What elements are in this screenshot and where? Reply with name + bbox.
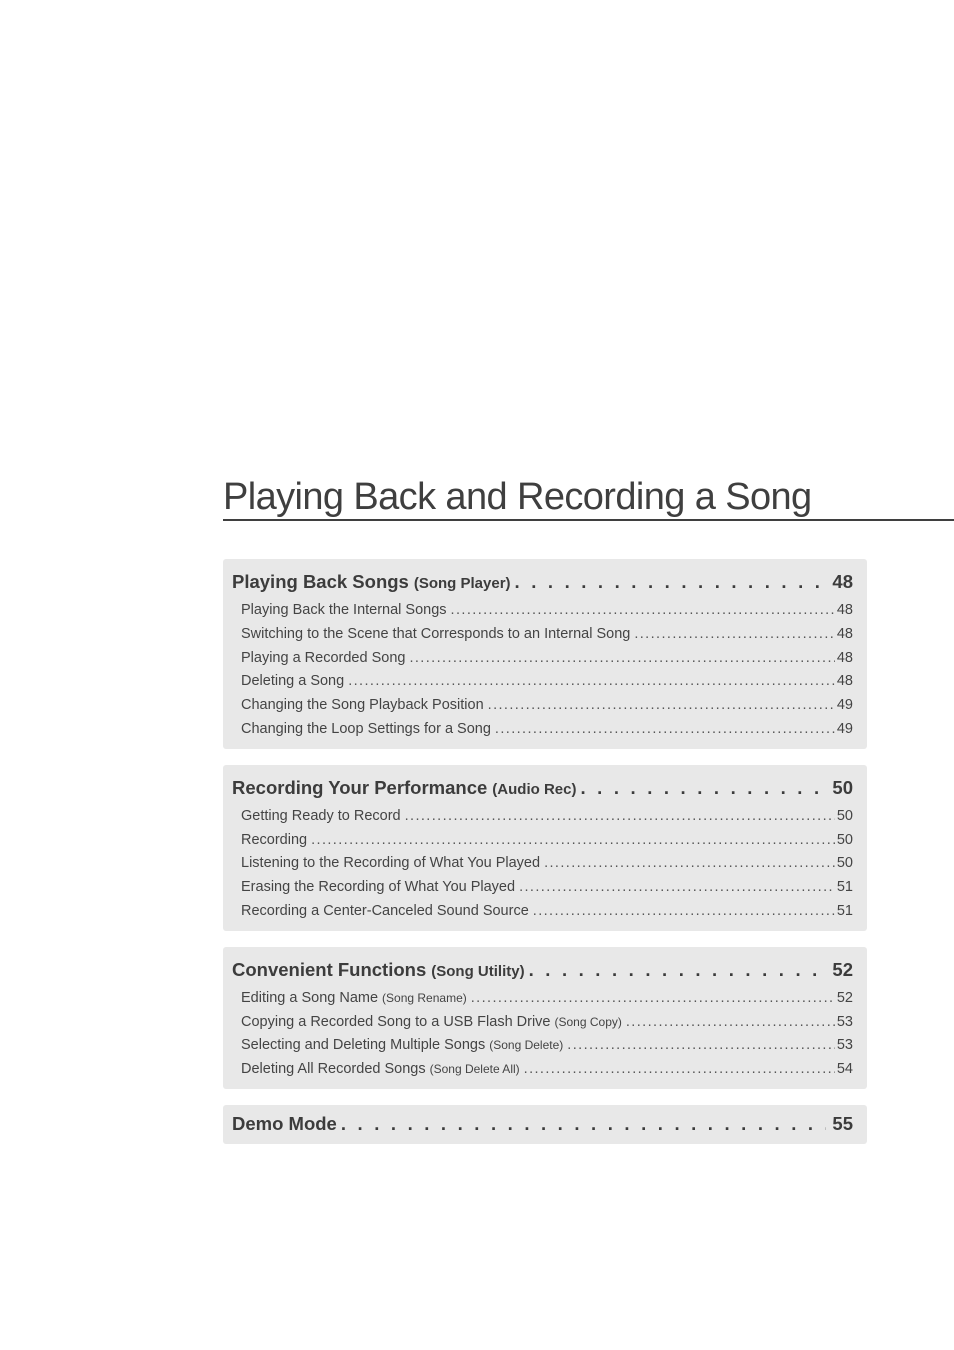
- entry-title: Changing the Song Playback Position: [241, 697, 484, 714]
- entry-page-number: 50: [836, 855, 853, 872]
- entry-page-number: 48: [836, 625, 853, 642]
- dot-leader: [488, 694, 835, 718]
- section-page-number: 55: [832, 1112, 853, 1134]
- title-underline: [223, 519, 954, 521]
- toc-section-heading[interactable]: [232, 771, 853, 805]
- toc-entries: [232, 987, 853, 1082]
- entry-title: Deleting a Song: [241, 673, 345, 690]
- section-title: Recording Your Performance: [232, 776, 488, 798]
- section-page-number: 48: [832, 571, 853, 592]
- dot-leader: [544, 852, 835, 876]
- dot-leader: [451, 599, 835, 623]
- entry-page-number: 53: [836, 1037, 853, 1054]
- toc-section-heading[interactable]: [232, 1107, 853, 1141]
- section-subtitle: (Audio Rec): [492, 780, 577, 798]
- entry-page-number: 51: [836, 902, 853, 919]
- toc-section-heading[interactable]: [232, 565, 853, 599]
- toc-section-song-utility: [223, 947, 867, 1089]
- entry-page-number: 49: [836, 720, 853, 737]
- toc-entries: [232, 599, 853, 742]
- entry-page-number: 48: [836, 649, 853, 666]
- section-subtitle: (Song Utility): [431, 962, 525, 980]
- section-title: Convenient Functions: [232, 958, 427, 980]
- entry-page-number: 48: [836, 673, 853, 690]
- table-of-contents: [223, 559, 867, 1160]
- chapter-title: Playing Back and Recording a Song: [223, 476, 812, 518]
- section-page-number: 50: [832, 776, 853, 798]
- toc-section-audio-rec: [223, 765, 867, 931]
- entry-title: Switching to the Scene that Corresponds to an Internal Song: [241, 625, 631, 642]
- dot-leader: [626, 1011, 835, 1035]
- entry-title: Copying a Recorded Song to a USB Flash Drive: [241, 1013, 551, 1030]
- dot-leader: [533, 900, 835, 924]
- entry-title: Recording a Center-Canceled Sound Source: [241, 902, 529, 919]
- toc-section-song-player: [223, 559, 867, 749]
- dot-leader: [529, 953, 827, 987]
- toc-entry[interactable]: [241, 670, 853, 694]
- toc-entry[interactable]: [241, 599, 853, 623]
- toc-entries: [232, 805, 853, 924]
- dot-leader: [519, 876, 835, 900]
- entry-subtitle: (Song Copy): [554, 1014, 622, 1029]
- dot-leader: [567, 1034, 835, 1058]
- entry-subtitle: (Song Delete): [489, 1038, 564, 1053]
- entry-page-number: 53: [836, 1013, 853, 1030]
- entry-page-number: 51: [836, 879, 853, 896]
- dot-leader: [580, 771, 826, 805]
- entry-title: Getting Ready to Record: [241, 807, 401, 824]
- entry-title: Deleting All Recorded Songs: [241, 1061, 426, 1078]
- dot-leader: [495, 718, 835, 742]
- entry-page-number: 50: [836, 831, 853, 848]
- toc-section-heading[interactable]: [232, 953, 853, 987]
- section-subtitle: (Song Player): [413, 575, 511, 592]
- dot-leader: [348, 670, 835, 694]
- toc-entry[interactable]: [241, 852, 853, 876]
- toc-entry[interactable]: [241, 694, 853, 718]
- toc-entry[interactable]: [241, 987, 853, 1011]
- section-title: Demo Mode: [232, 1112, 337, 1134]
- entry-page-number: 49: [836, 697, 853, 714]
- toc-entry[interactable]: [241, 1058, 853, 1082]
- entry-page-number: 50: [836, 807, 853, 824]
- toc-entry[interactable]: [241, 829, 853, 853]
- entry-title: Editing a Song Name: [241, 989, 379, 1006]
- toc-entry[interactable]: [241, 805, 853, 829]
- entry-title: Playing Back the Internal Songs: [241, 602, 447, 618]
- dot-leader: [311, 829, 835, 853]
- dot-leader: [634, 623, 835, 647]
- section-title: Playing Back Songs: [232, 571, 409, 592]
- entry-subtitle: (Song Delete All): [429, 1062, 520, 1077]
- dot-leader: [524, 1058, 835, 1082]
- dot-leader: [409, 647, 834, 671]
- toc-entry[interactable]: [241, 718, 853, 742]
- entry-title: Recording: [241, 831, 308, 848]
- entry-title: Listening to the Recording of What You Played: [241, 855, 541, 872]
- section-page-number: 52: [832, 958, 853, 980]
- entry-title: Erasing the Recording of What You Played: [241, 879, 516, 896]
- dot-leader: [341, 1107, 827, 1141]
- dot-leader: [405, 805, 835, 829]
- toc-entry[interactable]: [241, 1011, 853, 1035]
- toc-entry[interactable]: [241, 647, 853, 671]
- entry-subtitle: (Song Rename): [382, 990, 467, 1005]
- dot-leader: [471, 987, 835, 1011]
- entry-page-number: 48: [836, 602, 853, 618]
- toc-section-demo-mode: [223, 1105, 867, 1144]
- entry-title: Playing a Recorded Song: [241, 649, 406, 666]
- entry-page-number: 52: [836, 989, 853, 1006]
- entry-page-number: 54: [836, 1061, 853, 1078]
- toc-entry[interactable]: [241, 900, 853, 924]
- toc-entry[interactable]: [241, 876, 853, 900]
- toc-entry[interactable]: [241, 1034, 853, 1058]
- entry-title: Selecting and Deleting Multiple Songs: [241, 1037, 486, 1054]
- dot-leader: [515, 565, 827, 599]
- entry-title: Changing the Loop Settings for a Song: [241, 720, 491, 737]
- toc-entry[interactable]: [241, 623, 853, 647]
